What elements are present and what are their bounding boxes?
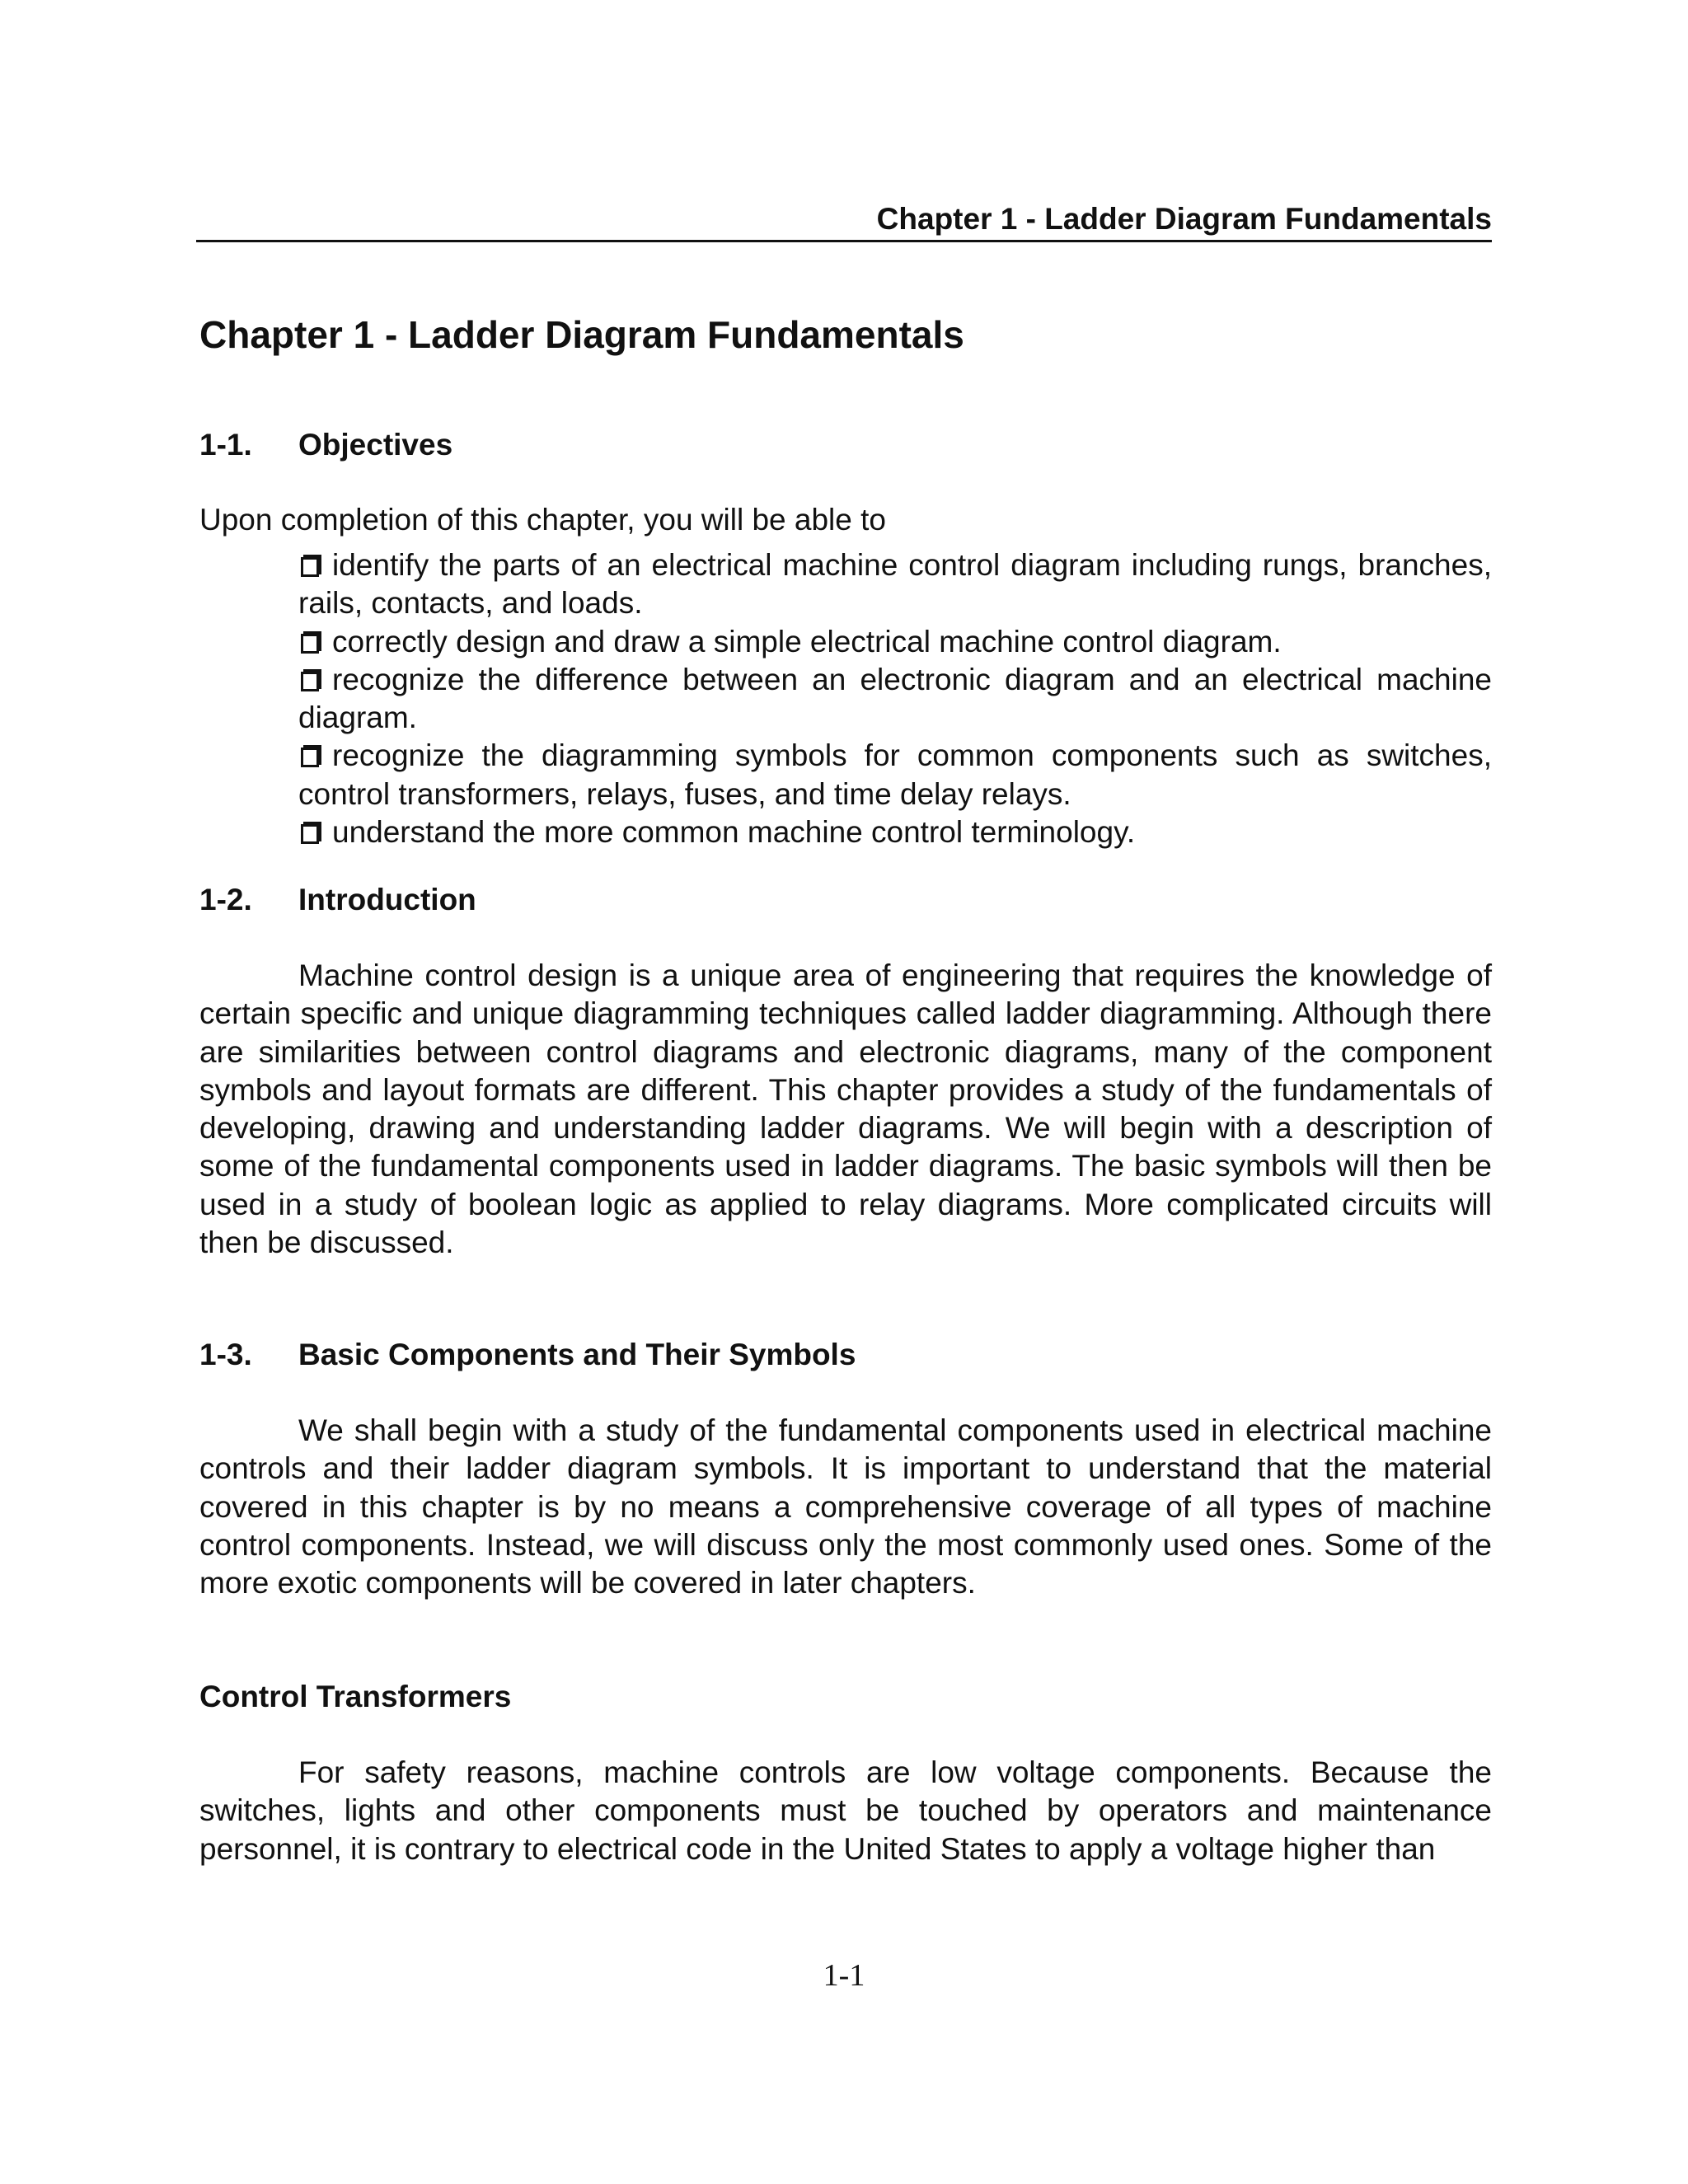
checkbox-icon	[301, 634, 319, 654]
checkbox-icon	[301, 672, 319, 691]
objective-item: recognize the difference between an electronic diagram and an electrical machine diagram.	[298, 662, 1492, 735]
section-title: Introduction	[298, 883, 476, 916]
objectives-intro: Upon completion of this chapter, you will be able to	[199, 503, 886, 537]
section-heading-objectives	[199, 426, 452, 464]
running-header: Chapter 1 - Ladder Diagram Fundamentals	[876, 202, 1492, 236]
subsection-heading-control-transformers: Control Transformers	[199, 1680, 512, 1713]
objective-item: identify the parts of an electrical machine control diagram including rungs, branches, rails, contacts, and loads.	[298, 548, 1492, 621]
page-number: 1-1	[823, 1958, 865, 1993]
introduction-paragraph: Machine control design is a unique area of engineering that requires the knowledge of certain specific and unique diagramming techniques called ladder diagramming. Although there are similarities between control diagrams and electronic diagrams, many of the component symbols and layout formats are different. This chapter provides a study of the fundamentals of developing, drawing and understanding ladder diagrams. We will begin with a description of some of the fundamental components used in ladder diagrams. The basic symbols will then be used in a study of boolean logic as applied to relay diagrams. More complicated circuits will then be discussed.	[199, 958, 1492, 1260]
section-heading-basic-components	[199, 1336, 856, 1374]
objective-item: correctly design and draw a simple electrical machine control diagram.	[298, 623, 1492, 661]
checkbox-icon	[301, 557, 319, 577]
header-rule	[196, 240, 1492, 242]
objectives-list	[298, 546, 1492, 851]
objective-item: recognize the diagramming symbols for common components such as switches, control transformers, relays, fuses, and time delay relays.	[298, 738, 1492, 811]
checkbox-icon	[301, 824, 319, 844]
checkbox-icon	[301, 748, 319, 767]
section-title: Objectives	[298, 428, 453, 462]
section-number: 1-1.	[199, 428, 252, 462]
chapter-title: Chapter 1 - Ladder Diagram Fundamentals	[199, 313, 964, 356]
section-heading-introduction	[199, 881, 476, 919]
section-number: 1-2.	[199, 883, 252, 916]
control-transformers-paragraph: For safety reasons, machine controls are low voltage components. Because the switches, lights and other components must be touched by operators and maintenance personnel, it is contrary to electrical code in the United States to apply a voltage higher than	[199, 1755, 1492, 1866]
basic-components-paragraph: We shall begin with a study of the fundamental components used in electrical machine controls and their ladder diagram symbols. It is important to understand that the material covered in this chapter is by no means a comprehensive coverage of all types of machine control components. Instead, we will discuss only the most commonly used ones. Some of the more exotic components will be covered in later chapters.	[199, 1413, 1492, 1601]
objective-item: understand the more common machine control terminology.	[298, 813, 1492, 851]
section-number: 1-3.	[199, 1338, 252, 1371]
section-title: Basic Components and Their Symbols	[298, 1338, 856, 1371]
